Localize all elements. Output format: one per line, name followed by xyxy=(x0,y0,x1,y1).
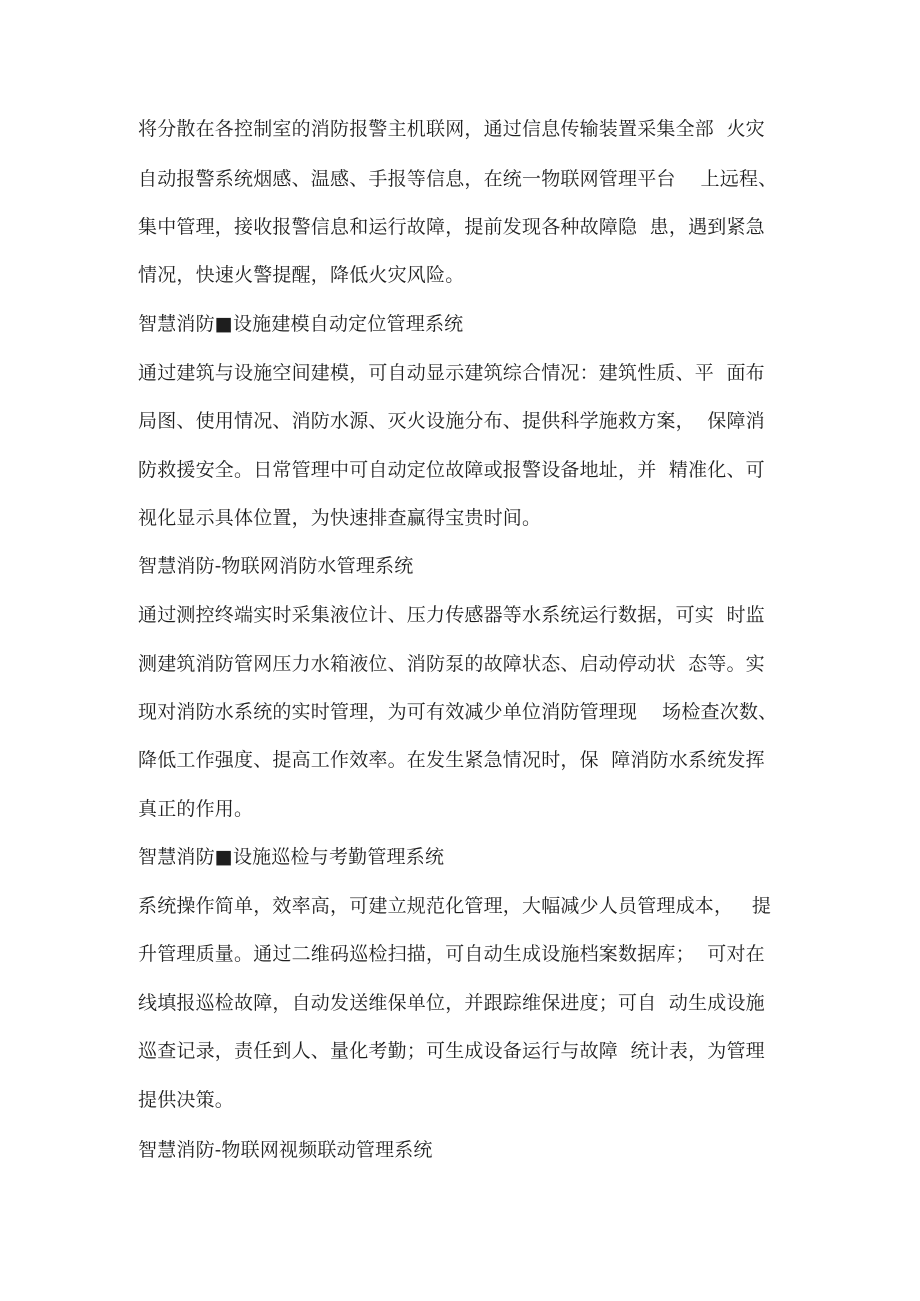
paragraph-line: 防救援安全。日常管理中可自动定位故障或报警设备地址，并 精准化、可 xyxy=(138,459,765,481)
paragraph-line: 降低工作强度、提高工作效率。在发生紧急情况时，保 障消防水系统发挥 xyxy=(138,749,765,771)
paragraph-line: 集中管理，接收报警信息和运行故障，提前发现各种故障隐 患，遇到紧急 xyxy=(138,216,765,238)
paragraph-line: 局图、使用情况、消防水源、灭火设施分布、提供科学施救方案， 保障消 xyxy=(138,410,765,432)
paragraph-line: 现对消防水系统的实时管理，为可有效减少单位消防管理现 场检查次数、 xyxy=(138,701,778,723)
paragraph-line: 视化显示具体位置，为快速排查赢得宝贵时间。 xyxy=(138,507,542,529)
paragraph-line: 巡查记录，责任到人、量化考勤；可生成设备运行与故障 统计表，为管理 xyxy=(138,1040,765,1062)
paragraph-line: 通过建筑与设施空间建模，可自动显示建筑综合情况：建筑性质、平 面布 xyxy=(138,362,765,384)
paragraph-line: 自动报警系统烟感、温感、手报等信息，在统一物联网管理平台 上远程、 xyxy=(138,168,778,190)
section-heading: 智慧消防-物联网视频联动管理系统 xyxy=(138,1139,433,1161)
paragraph-line: 升管理质量。通过二维码巡检扫描，可自动生成设施档案数据库； 可对在 xyxy=(138,943,765,965)
section-heading: 智慧消防-物联网消防水管理系统 xyxy=(138,555,414,577)
paragraph-line: 线填报巡检故障，自动发送维保单位，并跟踪维保进度；可自 动生成设施 xyxy=(138,992,765,1014)
paragraph-line: 将分散在各控制室的消防报警主机联网，通过信息传输装置采集全部 火灾 xyxy=(138,118,765,140)
paragraph-line: 系统操作简单，效率高，可建立规范化管理，大幅减少人员管理成本， 提 xyxy=(138,895,772,917)
paragraph-line: 真正的作用。 xyxy=(138,798,254,820)
paragraph-line: 测建筑消防管网压力水箱液位、消防泵的故障状态、启动停动状 态等。实 xyxy=(138,653,765,675)
paragraph-line: 情况，快速火警提醒，降低火灾风险。 xyxy=(138,264,465,286)
paragraph-line: 通过测控终端实时采集液位计、压力传感器等水系统运行数据，可实 时监 xyxy=(138,604,765,626)
section-heading: 智慧消防■设施巡检与考勤管理系统 xyxy=(138,846,445,868)
paragraph-line: 提供决策。 xyxy=(138,1089,235,1111)
section-heading: 智慧消防■设施建模自动定位管理系统 xyxy=(138,313,464,335)
